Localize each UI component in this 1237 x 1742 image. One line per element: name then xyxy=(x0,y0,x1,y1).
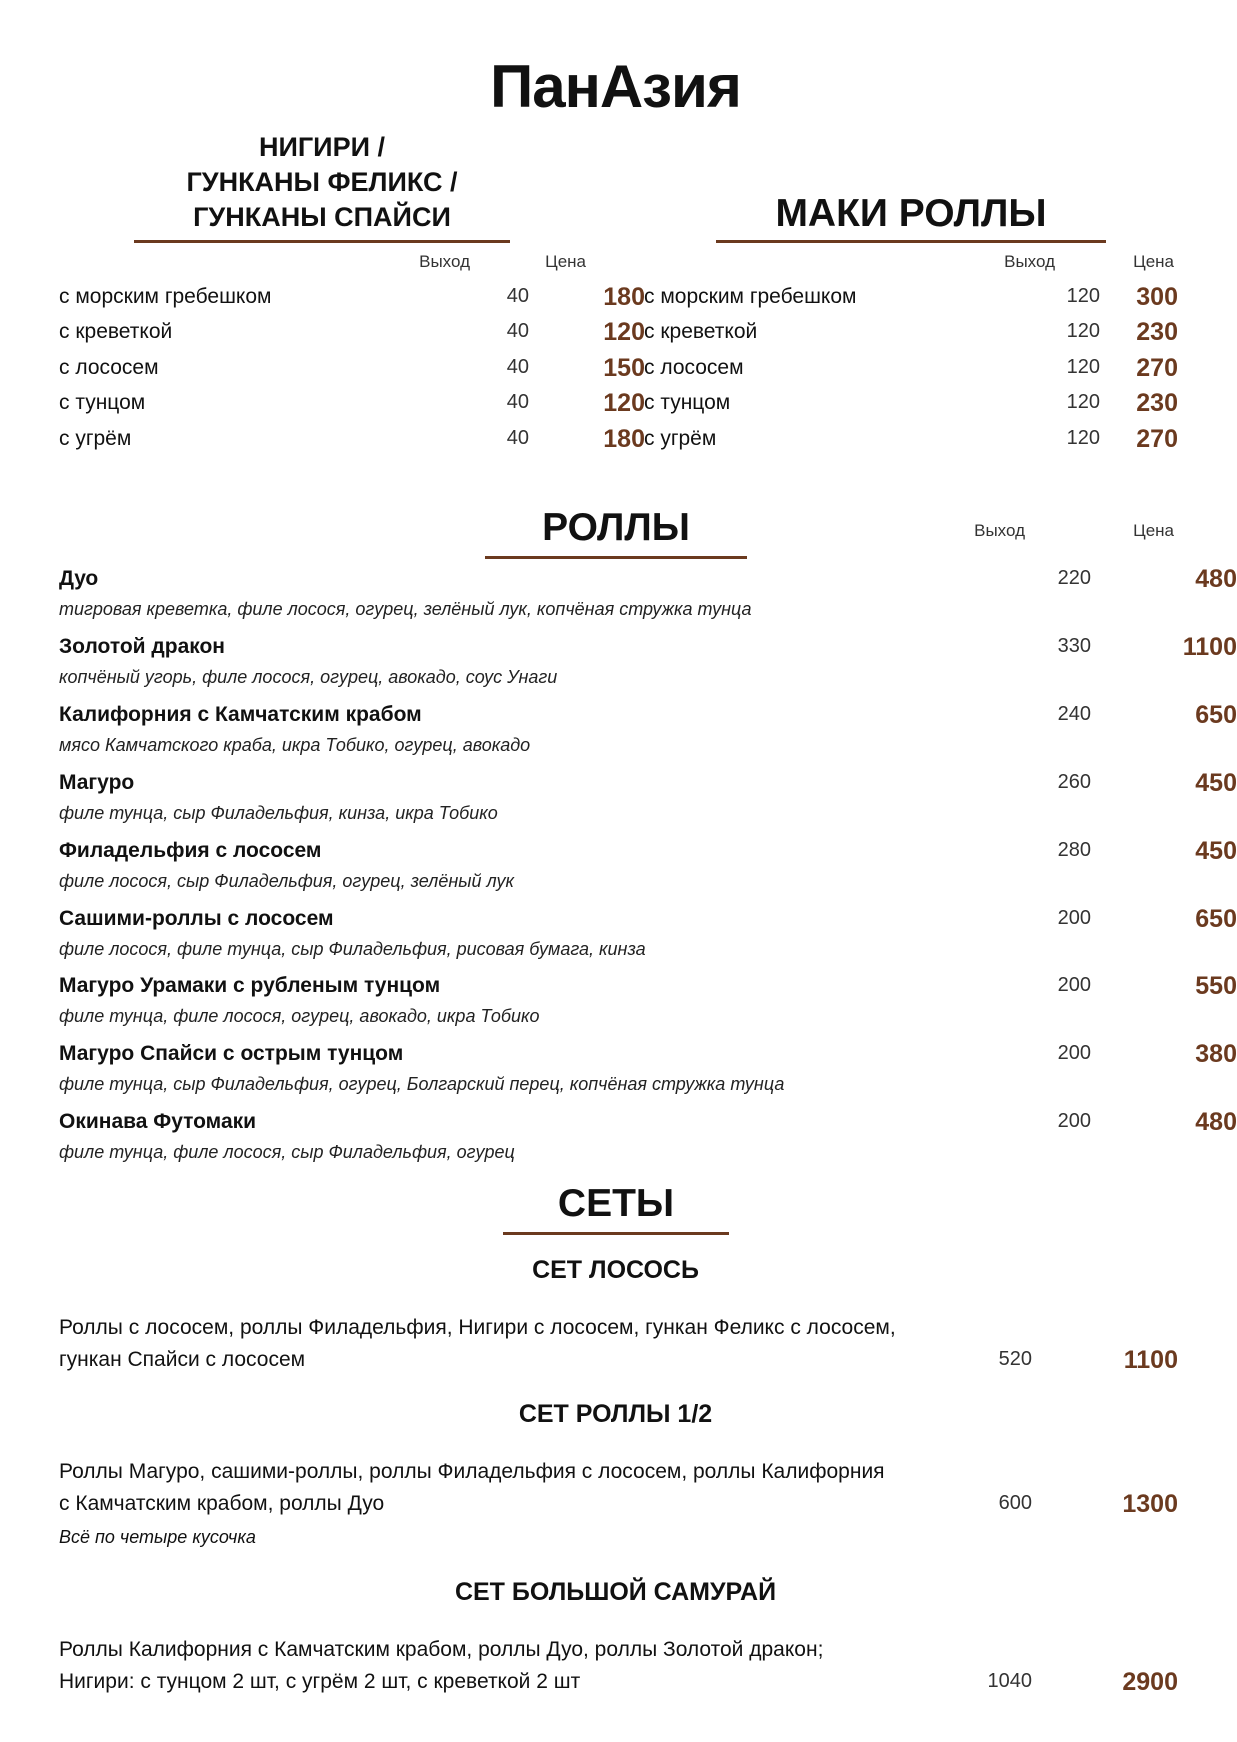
maki-item xyxy=(644,427,1179,459)
roll-out: 260 xyxy=(1057,771,1091,793)
roll-name: Магуро xyxy=(59,771,135,794)
maki-item xyxy=(644,285,1179,317)
nigiri-item xyxy=(59,389,645,423)
item-price: 230 xyxy=(1136,389,1178,417)
set-desc-line: с Камчатским крабом, роллы Дуо xyxy=(59,1492,385,1515)
item-price: 150 xyxy=(603,354,645,382)
item-price: 230 xyxy=(1136,318,1178,346)
roll-desc: филе тунца, филе лосося, сыр Филадельфия, огурец xyxy=(59,1142,515,1162)
maki-col-price-header: Цена xyxy=(1133,252,1174,271)
roll-name: Магуро Урамаки с рубленым тунцом xyxy=(59,974,441,997)
item-name: с тунцом xyxy=(59,391,146,414)
roll-desc: копчёный угорь, филе лосося, огурец, авокадо, соус Унаги xyxy=(59,667,558,687)
item-out: 120 xyxy=(1066,285,1100,307)
rolls-section-title: РОЛЛЫ xyxy=(542,506,690,549)
roll-price: 450 xyxy=(1195,837,1237,865)
nigiri-section-title xyxy=(134,130,510,235)
roll-item xyxy=(59,565,1237,633)
roll-item xyxy=(59,1108,1237,1176)
roll-item xyxy=(59,701,1237,769)
nigiri-title-line-2: ГУНКАНЫ ФЕЛИКС / xyxy=(186,167,458,197)
rolls-col-out-header: Выход xyxy=(974,521,1025,540)
nigiri-col-price-header: Цена xyxy=(545,252,586,271)
roll-desc: филе тунца, сыр Филадельфия, огурец, Болгарский перец, копчёная стружка тунца xyxy=(59,1074,785,1094)
maki-item xyxy=(644,356,1179,388)
roll-price: 480 xyxy=(1195,1108,1237,1136)
roll-out: 200 xyxy=(1057,974,1091,996)
item-name: с морским гребешком xyxy=(59,285,272,308)
set-desc-line: Роллы с лососем, роллы Филадельфия, Нигири с лососем, гункан Феликс с лососем, xyxy=(59,1316,896,1339)
item-out: 40 xyxy=(506,285,529,307)
set-out: 520 xyxy=(998,1348,1032,1370)
roll-price: 650 xyxy=(1195,905,1237,933)
maki-col-out-header: Выход xyxy=(1004,252,1055,271)
roll-name: Магуро Спайси с острым тунцом xyxy=(59,1042,404,1065)
set-out: 600 xyxy=(998,1492,1032,1514)
roll-desc: филе лосося, филе тунца, сыр Филадельфия, рисовая бумага, кинза xyxy=(59,939,646,959)
set-desc xyxy=(59,1456,979,1520)
item-name: с угрём xyxy=(644,427,717,450)
nigiri-col-out-header: Выход xyxy=(419,252,470,271)
set-title: СЕТ ЛОСОСЬ xyxy=(532,1256,699,1284)
item-out: 120 xyxy=(1066,320,1100,342)
nigiri-title-line-1: НИГИРИ / xyxy=(258,132,386,162)
item-name: с креветкой xyxy=(644,320,758,343)
set-price: 1100 xyxy=(1123,1346,1178,1374)
sets-section-title: СЕТЫ xyxy=(557,1182,675,1225)
roll-name: Окинава Футомаки xyxy=(59,1110,257,1133)
item-out: 40 xyxy=(506,427,529,449)
roll-desc: тигровая креветка, филе лосося, огурец, зелёный лук, копчёная стружка тунца xyxy=(59,599,752,619)
roll-out: 240 xyxy=(1057,703,1091,725)
item-name: с креветкой xyxy=(59,320,173,343)
item-price: 270 xyxy=(1136,425,1178,453)
item-price: 180 xyxy=(603,283,645,311)
roll-name: Золотой дракон xyxy=(59,635,225,658)
roll-name: Филадельфия с лососем xyxy=(59,839,322,862)
set-desc-line: Роллы Калифорния с Камчатским крабом, роллы Дуо, роллы Золотой дракон; xyxy=(59,1638,824,1661)
roll-desc: филе лосося, сыр Филадельфия, огурец, зелёный лук xyxy=(59,871,514,891)
maki-item xyxy=(644,391,1179,423)
roll-out: 280 xyxy=(1057,839,1091,861)
roll-desc: филе тунца, филе лосося, огурец, авокадо, икра Тобико xyxy=(59,1006,540,1026)
item-name: с лососем xyxy=(59,356,159,379)
roll-out: 200 xyxy=(1057,1110,1091,1132)
roll-price: 450 xyxy=(1195,769,1237,797)
roll-item xyxy=(59,1040,1237,1108)
nigiri-item xyxy=(59,283,645,317)
roll-item xyxy=(59,769,1237,837)
roll-name: Калифорния с Камчатским крабом xyxy=(59,703,422,726)
set-price: 2900 xyxy=(1122,1668,1178,1696)
roll-out: 220 xyxy=(1057,567,1091,589)
item-out: 120 xyxy=(1066,427,1100,449)
roll-item xyxy=(59,837,1237,905)
set-desc-line: гункан Спайси с лососем xyxy=(59,1348,306,1371)
roll-name: Дуо xyxy=(59,567,99,590)
maki-title-underline xyxy=(716,240,1106,243)
item-out: 120 xyxy=(1066,391,1100,413)
set-desc xyxy=(59,1634,979,1698)
roll-out: 200 xyxy=(1057,1042,1091,1064)
set-out: 1040 xyxy=(987,1670,1032,1692)
roll-out: 200 xyxy=(1057,907,1091,929)
roll-price: 1100 xyxy=(1182,633,1237,661)
item-price: 120 xyxy=(603,389,645,417)
roll-price: 480 xyxy=(1195,565,1237,593)
item-out: 120 xyxy=(1066,356,1100,378)
set-title: СЕТ БОЛЬШОЙ САМУРАЙ xyxy=(454,1578,777,1606)
roll-item xyxy=(59,905,1237,973)
maki-section-title: МАКИ РОЛЛЫ xyxy=(775,192,1047,235)
roll-item xyxy=(59,972,1237,1040)
item-price: 180 xyxy=(603,425,645,453)
roll-desc: филе тунца, сыр Филадельфия, кинза, икра Тобико xyxy=(59,803,498,823)
rolls-title-underline xyxy=(485,556,747,559)
nigiri-title-underline xyxy=(134,240,510,243)
set-title: СЕТ РОЛЛЫ 1/2 xyxy=(518,1400,713,1428)
rolls-col-price-header: Цена xyxy=(1133,521,1174,540)
roll-price: 550 xyxy=(1195,972,1237,1000)
item-price: 300 xyxy=(1136,283,1178,311)
item-price: 120 xyxy=(603,318,645,346)
roll-out: 330 xyxy=(1057,635,1091,657)
roll-price: 650 xyxy=(1195,701,1237,729)
roll-name: Сашими-роллы с лососем xyxy=(59,907,334,930)
nigiri-item xyxy=(59,425,645,459)
maki-item xyxy=(644,320,1179,352)
set-desc-line: Нигири: с тунцом 2 шт, с угрём 2 шт, с креветкой 2 шт xyxy=(59,1670,581,1693)
set-price: 1300 xyxy=(1122,1490,1178,1518)
nigiri-item xyxy=(59,318,645,352)
nigiri-title-line-3: ГУНКАНЫ СПАЙСИ xyxy=(193,202,451,232)
sets-title-underline xyxy=(503,1232,729,1235)
nigiri-item xyxy=(59,354,645,388)
item-name: с тунцом xyxy=(644,391,731,414)
item-name: с морским гребешком xyxy=(644,285,857,308)
set-note: Всё по четыре кусочка xyxy=(59,1527,256,1547)
item-out: 40 xyxy=(506,356,529,378)
roll-price: 380 xyxy=(1195,1040,1237,1068)
item-name: с угрём xyxy=(59,427,132,450)
page-title: ПанАзия xyxy=(490,53,741,120)
roll-item xyxy=(59,633,1237,701)
item-name: с лососем xyxy=(644,356,744,379)
roll-desc: мясо Камчатского краба, икра Тобико, огурец, авокадо xyxy=(59,735,531,755)
item-price: 270 xyxy=(1136,354,1178,382)
set-desc-line: Роллы Магуро, сашими-роллы, роллы Филадельфия с лососем, роллы Калифорния xyxy=(59,1460,885,1483)
item-out: 40 xyxy=(506,320,529,342)
set-desc xyxy=(59,1312,979,1376)
item-out: 40 xyxy=(506,391,529,413)
